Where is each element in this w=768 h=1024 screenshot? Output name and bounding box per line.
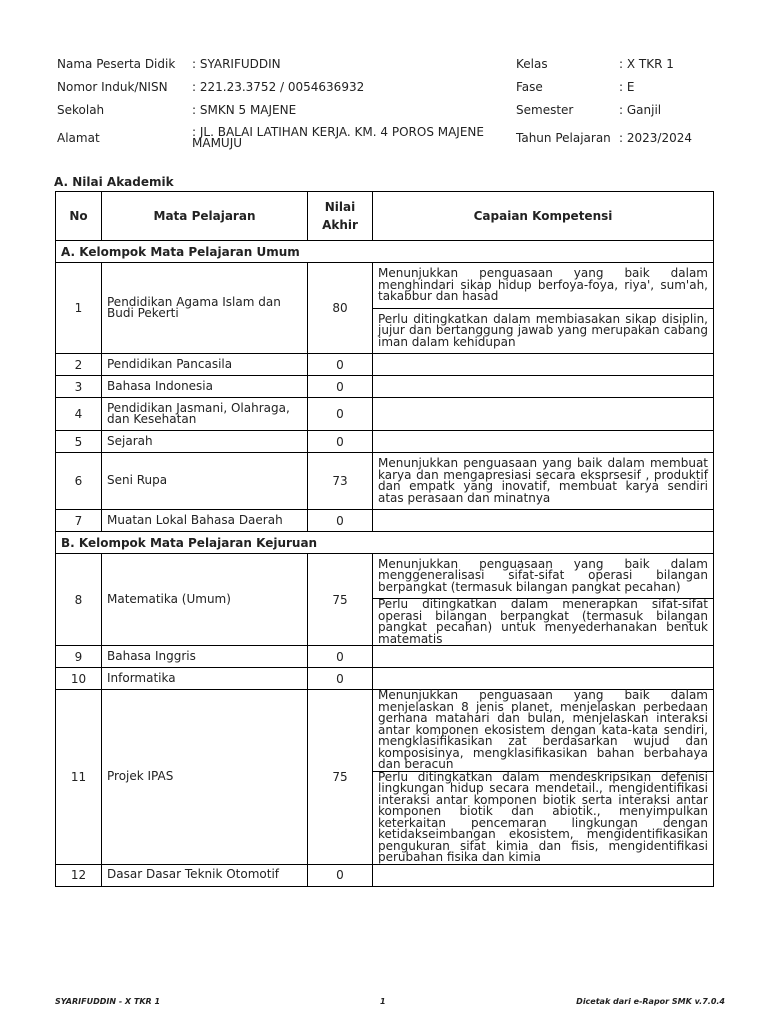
class-value: : X TKR 1	[619, 57, 674, 71]
row-score: 75	[308, 554, 373, 646]
table-header-row	[56, 192, 714, 241]
row-no: 9	[56, 646, 102, 668]
row-subject: Sejarah	[102, 431, 308, 453]
grades-table	[55, 191, 714, 887]
row-competency	[373, 864, 714, 886]
row-no: 2	[56, 354, 102, 376]
row-subject: Bahasa Indonesia	[102, 376, 308, 398]
row-competency	[373, 510, 714, 532]
row-subject: Pendidikan Pancasila	[102, 354, 308, 376]
table-row	[56, 668, 714, 690]
row-subject: Projek IPAS	[102, 690, 308, 865]
footer-student: SYARIFUDDIN - X TKR 1	[55, 997, 161, 1006]
nisn-label: Nomor Induk/NISN	[57, 80, 168, 94]
school-value: : SMKN 5 MAJENE	[192, 103, 297, 117]
phase-value: : E	[619, 80, 635, 94]
row-competency	[373, 376, 714, 398]
row-subject: Pendidikan Agama Islam dan Budi Pekerti	[102, 263, 308, 354]
header-score: Nilai Akhir	[308, 192, 373, 241]
row-subject: Matematika (Umum)	[102, 554, 308, 646]
name-value: : SYARIFUDDIN	[192, 57, 281, 71]
row-no: 12	[56, 864, 102, 886]
footer-version: Dicetak dari e-Rapor SMK v.7.0.4	[576, 997, 725, 1006]
row-score: 0	[308, 354, 373, 376]
row-no: 1	[56, 263, 102, 354]
row-subject: Muatan Lokal Bahasa Daerah	[102, 510, 308, 532]
row-subject: Bahasa Inggris	[102, 646, 308, 668]
table-row	[56, 554, 714, 599]
header-competency: Capaian Kompetensi	[373, 192, 714, 241]
footer-page-number: 1	[380, 997, 386, 1006]
semester-value: : Ganjil	[619, 103, 662, 117]
name-label: Nama Peserta Didik	[57, 57, 176, 71]
group-row-a	[56, 241, 714, 263]
table-row	[56, 864, 714, 886]
table-row	[56, 690, 714, 772]
row-score: 0	[308, 398, 373, 431]
row-competency	[373, 398, 714, 431]
row-no: 6	[56, 453, 102, 510]
row-competency	[373, 646, 714, 668]
table-row	[56, 263, 714, 309]
table-row	[56, 354, 714, 376]
row-competency: Menunjukkan penguasaan yang baik dalam menggeneralisasi sifat-sifat operasi bilangan berpangkat (termasuk bilangan pangkat pecahan)	[373, 554, 714, 599]
row-score: 73	[308, 453, 373, 510]
group-b-label: B. Kelompok Mata Pelajaran Kejuruan	[56, 532, 714, 554]
row-subject: Seni Rupa	[102, 453, 308, 510]
group-a-label: A. Kelompok Mata Pelajaran Umum	[56, 241, 714, 263]
row-no: 3	[56, 376, 102, 398]
row-no: 7	[56, 510, 102, 532]
row-competency: Perlu ditingkatkan dalam membiasakan sikap disiplin, jujur dan bertanggung jawab yang merupakan cabang iman dalam kehidupan	[373, 309, 714, 354]
row-competency	[373, 431, 714, 453]
row-subject: Pendidikan Jasmani, Olahraga, dan Kesehatan	[102, 398, 308, 431]
section-title: A. Nilai Akademik	[54, 175, 174, 189]
row-subject: Informatika	[102, 668, 308, 690]
header-no: No	[56, 192, 102, 241]
row-competency: Menunjukkan penguasaan yang baik dalam membuat karya dan mengapresiasi secara eksprsesif , produktif dan empatk yang inovatif, membuat karya sendiri atas perasaan dan minatnya	[373, 453, 714, 510]
row-competency	[373, 668, 714, 690]
row-competency: Perlu ditingkatkan dalam menerapkan sifat-sifat operasi bilangan berpangkat (termasuk bilangan pangkat pecahan) untuk menyederhanakan bentuk matematis	[373, 599, 714, 646]
row-competency	[373, 354, 714, 376]
address-value: : JL. BALAI LATIHAN KERJA. KM. 4 POROS MAJENE MAMUJU	[192, 125, 484, 150]
row-no: 10	[56, 668, 102, 690]
row-competency: Perlu ditingkatkan dalam mendeskripsikan defenisi lingkungan hidup secara mendetail., mengidentifikasi interaksi antar komponen biotik serta interaksi antar komponen biotik dan abiotik., menyimpulkan keterkaitan pencemaran lingkungan dengan ketidakseimbangan ekosistem, mengidentifikasikan pengukuran sifat kimia dan fisis, mengidentifikasi perubahan fisika dan kimia	[373, 771, 714, 864]
school-label: Sekolah	[57, 103, 105, 117]
year-label: Tahun Pelajaran	[516, 131, 611, 145]
semester-label: Semester	[516, 103, 574, 117]
row-score: 0	[308, 376, 373, 398]
year-value: : 2023/2024	[619, 131, 692, 145]
row-no: 4	[56, 398, 102, 431]
address-label: Alamat	[57, 131, 100, 145]
row-score: 75	[308, 690, 373, 865]
table-row	[56, 398, 714, 431]
table-row	[56, 376, 714, 398]
row-score: 80	[308, 263, 373, 354]
row-competency: Menunjukkan penguasaan yang baik dalam menghindari sikap hidup berfoya-foya, riya', sum'ah, takabbur dan hasad	[373, 263, 714, 309]
class-label: Kelas	[516, 57, 548, 71]
row-score: 0	[308, 668, 373, 690]
phase-label: Fase	[516, 80, 543, 94]
group-row-b	[56, 532, 714, 554]
row-competency: Menunjukkan penguasaan yang baik dalam menjelaskan 8 jenis planet, menjelaskan perbedaan gerhana matahari dan bulan, menjelaskan interaksi antar komponen ekosistem dengan kata-kata sendiri, mengklasifikasikan zat berdasarkan wujud dan komposisinya, mengklasifikasikan bahan berbahaya dan beracun	[373, 690, 714, 772]
row-subject: Dasar Dasar Teknik Otomotif	[102, 864, 308, 886]
nisn-value: : 221.23.3752 / 0054636932	[192, 80, 365, 94]
header-subject: Mata Pelajaran	[102, 192, 308, 241]
row-no: 5	[56, 431, 102, 453]
row-score: 0	[308, 646, 373, 668]
table-row	[56, 431, 714, 453]
table-row	[56, 510, 714, 532]
table-row	[56, 646, 714, 668]
row-score: 0	[308, 864, 373, 886]
row-no: 8	[56, 554, 102, 646]
row-no: 11	[56, 690, 102, 865]
table-row	[56, 453, 714, 510]
row-score: 0	[308, 510, 373, 532]
row-score: 0	[308, 431, 373, 453]
